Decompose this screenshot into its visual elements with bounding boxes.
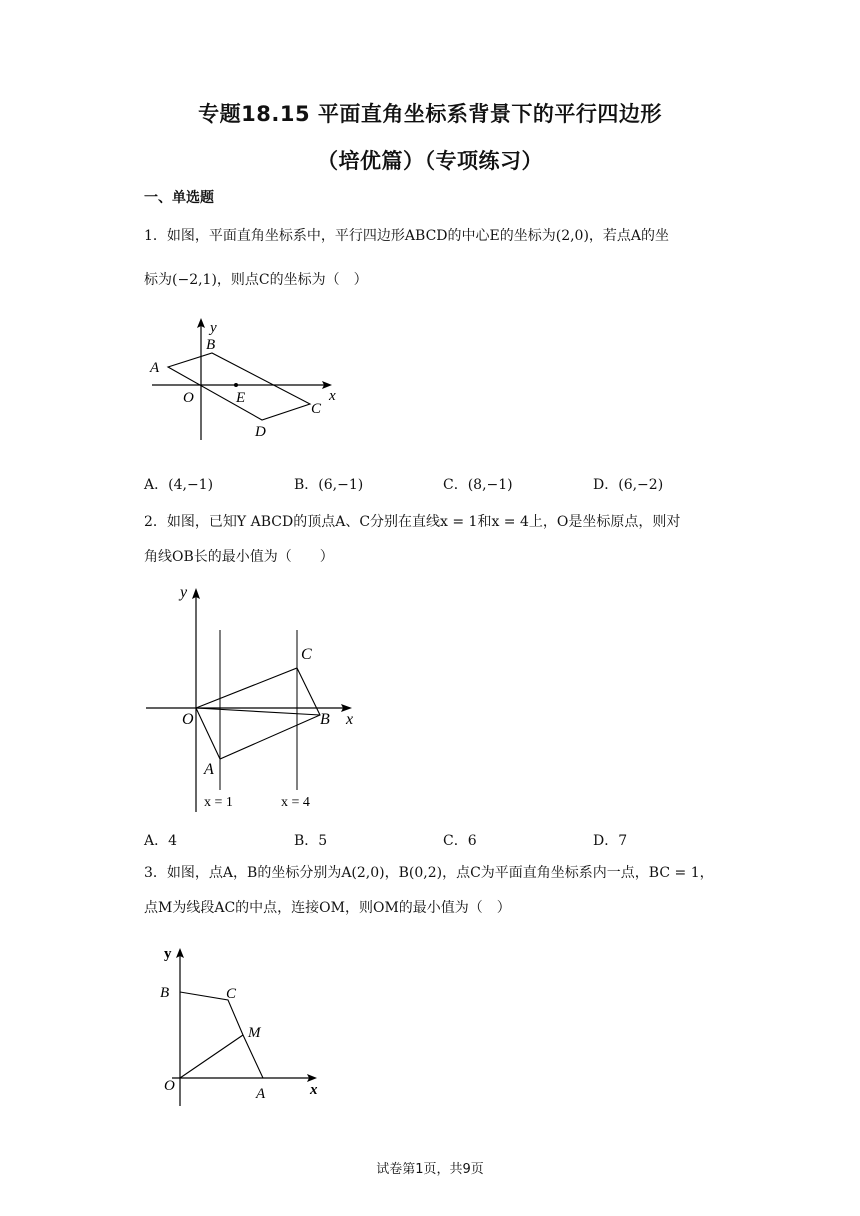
- question-text: 如图，已知Y ABCD的顶点A、C分别在直线x = 1和x = 4上，O是坐标原点，则对: [166, 514, 681, 530]
- option-b[interactable]: B．(6,−1): [294, 477, 364, 493]
- option-d[interactable]: D．(6,−2): [593, 477, 664, 493]
- label-b: B: [206, 337, 216, 353]
- question-1-line-2: 标为(−2,1)，则点C的坐标为（ ）: [144, 272, 368, 288]
- page-footer: 试卷第1页，共9页: [376, 1162, 484, 1177]
- label-x: x: [310, 1082, 318, 1098]
- question-3-figure: [150, 940, 330, 1110]
- section-heading: 一、单选题: [144, 190, 214, 206]
- option-d[interactable]: D．7: [593, 833, 628, 849]
- question-2-figure: [140, 578, 370, 818]
- option-a[interactable]: A．4: [144, 833, 178, 849]
- label-o: O: [182, 711, 194, 728]
- label-b: B: [160, 985, 170, 1001]
- page-subtitle: （培优篇）（专项练习）: [317, 149, 543, 173]
- label-c: C: [301, 646, 312, 663]
- label-d: D: [255, 424, 266, 440]
- label-a: A: [256, 1086, 266, 1102]
- label-b: B: [320, 711, 330, 728]
- label-x: x: [346, 711, 354, 728]
- label-o: O: [164, 1078, 175, 1094]
- question-number: 3．: [144, 865, 167, 881]
- label-y: y: [164, 946, 172, 962]
- question-number: 1．: [144, 228, 167, 244]
- diagonal-ob: [196, 708, 320, 715]
- option-a[interactable]: A．(4,−1): [144, 477, 214, 493]
- option-c[interactable]: C．6: [443, 833, 477, 849]
- question-1-line-1: [144, 226, 669, 246]
- question-text: 如图，平面直角坐标系中，平行四边形ABCD的中心E的坐标为(2,0)，若点A的坐: [166, 228, 670, 244]
- label-a: A: [204, 761, 214, 778]
- parallelogram-abcd: [168, 353, 310, 420]
- label-y: y: [210, 320, 217, 336]
- page-title: 专题18.15 平面直角坐标系背景下的平行四边形: [198, 102, 662, 126]
- option-b[interactable]: B．5: [294, 833, 328, 849]
- label-x: x: [329, 388, 336, 404]
- label-c: C: [226, 986, 237, 1002]
- question-3-line-1: [144, 863, 714, 883]
- point-e: [234, 383, 238, 387]
- question-2-line-1: [144, 512, 680, 532]
- label-m: M: [248, 1025, 261, 1041]
- label-c: C: [311, 401, 322, 417]
- label-o: O: [183, 390, 194, 406]
- question-text: 如图，点A，B的坐标分别为A(2,0)，B(0,2)，点C为平面直角坐标系内一点，BC = 1，: [166, 865, 714, 881]
- segment-om: [180, 1035, 243, 1078]
- label-a: A: [150, 360, 160, 376]
- label-x-equals-1: x = 1: [204, 795, 233, 810]
- question-1-figure: [140, 312, 350, 444]
- label-x-equals-4: x = 4: [281, 795, 310, 810]
- question-number: 2．: [144, 514, 167, 530]
- label-e: E: [236, 390, 246, 406]
- label-y: y: [180, 584, 188, 601]
- question-2-line-2: 角线OB长的最小值为（ ）: [144, 549, 334, 565]
- question-3-line-2: 点M为线段AC的中点，连接OM，则OM的最小值为（ ）: [144, 900, 511, 916]
- option-c[interactable]: C．(8,−1): [443, 477, 513, 493]
